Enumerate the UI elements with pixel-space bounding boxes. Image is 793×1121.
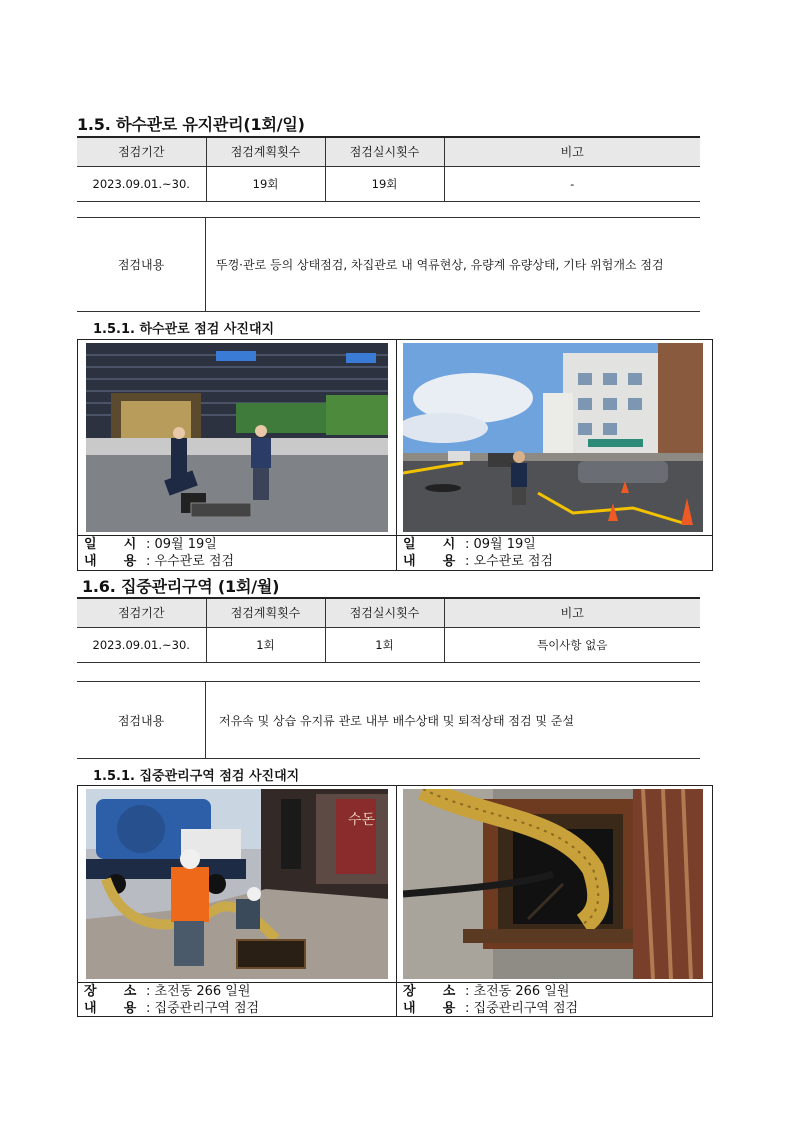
content-label: 점검내용 [77,218,206,311]
section-title: 1.5. 하수관로 유지관리(1회/일) [77,115,305,134]
table-header-row [77,598,700,627]
caption-line-content: 내 용 : 집중관리구역 점검 [84,1001,260,1016]
photo-cell [78,786,396,1016]
cell-planned: 1회 [206,627,325,662]
caption-line-location: 장 소 : 초전동 266 일원 [84,984,251,999]
caption-line-date: 일 시 : 09월 19일 [84,537,217,552]
photo-cell [396,340,713,570]
caption-line-date: 일 시 : 09월 19일 [403,537,536,552]
photo-cell [78,340,396,570]
table-header-row [77,137,700,166]
photo-cell [396,786,713,1016]
content-value: 뚜껑·관로 등의 상태점검, 차집관로 내 역류현상, 유량계 유량상태, 기타 위험개소 점검 [216,258,664,272]
inspection-table [77,597,700,663]
header-actual: 점검실시횟수 [325,137,444,166]
inspection-table [77,136,700,202]
caption-line-content: 내 용 : 오수관로 점검 [403,554,553,569]
photo-caption [397,982,713,1017]
photo-caption [78,535,396,570]
cell-actual: 1회 [325,627,444,662]
photo-focus-area-inspection [86,789,388,979]
photo-sheet [77,785,713,1017]
section-title: 1.6. 집중관리구역 (1회/월) [82,577,280,596]
photo-sheet-title: 1.5.1. 집중관리구역 점검 사진대지 [93,769,300,784]
inspection-content-box [77,217,700,312]
photo-caption [78,982,396,1017]
caption-line-content: 내 용 : 우수관로 점검 [84,554,234,569]
content-label: 점검내용 [77,682,206,758]
caption-line-content: 내 용 : 집중관리구역 점검 [403,1001,579,1016]
header-remarks: 비고 [444,137,700,166]
content-value: 저유속 및 상습 유지류 관로 내부 배수상태 및 퇴적상태 점검 및 준설 [219,713,574,728]
cell-actual: 19회 [325,166,444,201]
cell-remarks: 특이사항 없음 [444,627,700,662]
header-remarks: 비고 [444,598,700,627]
photo-sanitary-sewer-inspection [403,343,703,532]
inspection-content-box [77,681,700,759]
header-period: 점검기간 [77,137,206,166]
cell-period: 2023.09.01.~30. [77,627,206,662]
cell-remarks: - [444,166,700,201]
caption-line-location: 장 소 : 초전동 266 일원 [403,984,570,999]
cell-period: 2023.09.01.~30. [77,166,206,201]
cell-planned: 19회 [206,166,325,201]
photo-sheet-title: 1.5.1. 하수관로 점검 사진대지 [93,322,275,337]
header-planned: 점검계획횟수 [206,598,325,627]
header-period: 점검기간 [77,598,206,627]
shop-sign-text: 수돈 [348,812,376,828]
photo-manhole-interior [403,789,703,979]
photo-caption [397,535,713,570]
photo-sheet [77,339,713,571]
header-actual: 점검실시횟수 [325,598,444,627]
table-row [77,627,700,662]
table-row [77,166,700,201]
photo-storm-sewer-inspection [86,343,388,532]
header-planned: 점검계획횟수 [206,137,325,166]
